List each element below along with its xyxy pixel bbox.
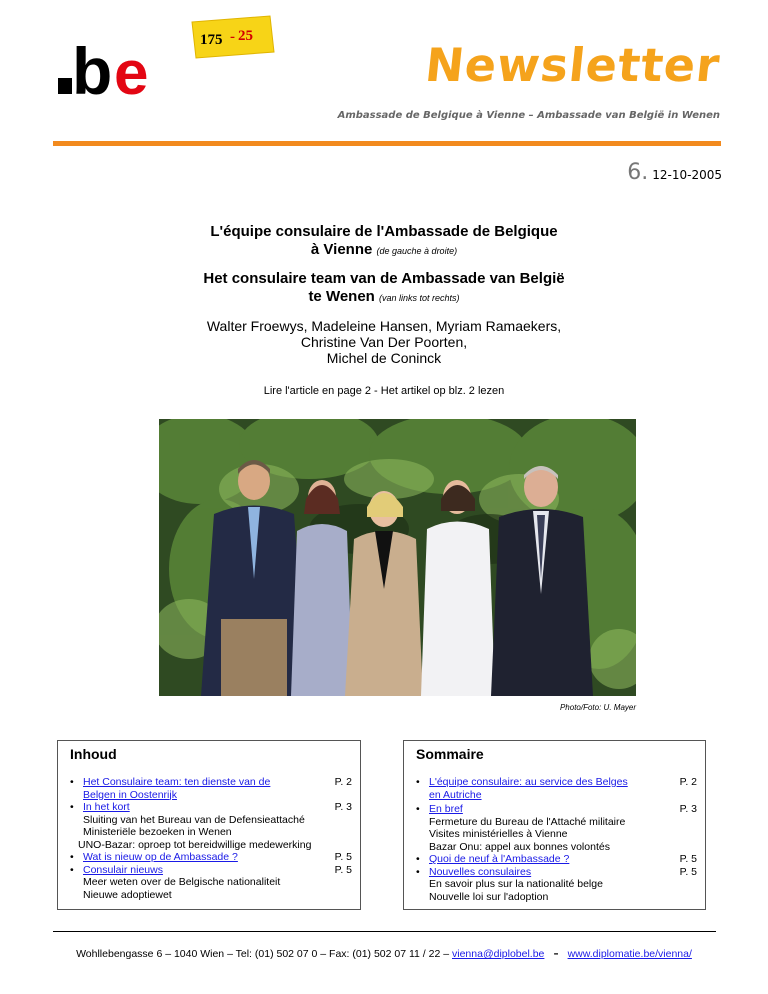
issue-date: 12-10-2005 (652, 168, 722, 182)
sommaire-title: Sommaire (416, 746, 484, 762)
badge-dash: - (230, 29, 235, 45)
names-line2: Christine Van Der Poorten, (300, 334, 468, 350)
sub-item: Bazar Onu: appel aux bonnes volontés (429, 840, 610, 853)
team-photo (159, 419, 636, 696)
headline-fr-line1: L'équipe consulaire de l'Ambassade de Belgique (210, 223, 558, 240)
list-item (416, 776, 697, 801)
header-rule (53, 141, 721, 146)
footer-separator: - (553, 945, 559, 962)
page-ref: P. 2 (334, 776, 352, 788)
sub-item: Ministeriële bezoeken in Wenen (83, 826, 232, 838)
inhoud-link-consulair-nieuws[interactable]: Consulair nieuws (83, 863, 163, 876)
footer-website-link[interactable]: www.diplomatie.be/vienna/ (567, 948, 692, 960)
sub-item: Fermeture du Bureau de l'Attaché militaire (429, 815, 626, 828)
sommaire-list (416, 776, 697, 903)
page-ref: P. 2 (679, 776, 697, 788)
inhoud-list (70, 776, 352, 901)
read-more-note: Lire l'article en page 2 - Het artikel op blz. 2 lezen (263, 385, 505, 397)
page-ref: P. 5 (334, 863, 352, 876)
headline-fr (0, 223, 768, 260)
bullet-icon: • (70, 776, 74, 788)
footer-rule (53, 931, 716, 932)
sub-item: Sluiting van het Bureau van de Defensieattaché (83, 813, 305, 826)
sub-item: Visites ministérielles à Vienne (429, 828, 568, 840)
names-line1: Walter Froewys, Madeleine Hansen, Myriam Ramaekers, (206, 318, 562, 334)
footer-address: Wohllebengasse 6 – 1040 Wien – Tel: (01) 502 07 0 – Fax: (01) 502 07 11 / 22 – (76, 948, 450, 960)
list-item (416, 803, 697, 816)
bullet-icon: • (416, 865, 420, 878)
headline-nl (0, 270, 768, 307)
bullet-icon: • (70, 801, 74, 813)
page-ref: P. 5 (679, 853, 697, 865)
team-names (0, 318, 768, 366)
sub-item: Meer weten over de Belgische nationaliteit (83, 876, 281, 888)
footer (0, 945, 768, 963)
bullet-icon: • (416, 803, 420, 815)
sommaire-link-nouvelles-consulaires[interactable]: Nouvelles consulaires (429, 865, 532, 878)
headline-nl-line1: Het consulaire team van de Ambassade van België (203, 270, 565, 287)
newsletter-subtitle: Ambassade de Belgique à Vienne – Ambassade van België in Wenen (337, 110, 720, 121)
sommaire-box (403, 740, 706, 910)
inhoud-box (57, 740, 361, 910)
bullet-icon: • (416, 853, 420, 865)
sub-item: Nieuwe adoptiewet (83, 888, 172, 901)
list-item (416, 853, 697, 866)
photo-credit: Photo/Foto: U. Mayer (559, 703, 636, 712)
names-line3: Michel de Coninck (326, 350, 442, 366)
anniversary-badge (186, 14, 278, 60)
footer-email-link[interactable]: vienna@diplobel.be (452, 948, 545, 960)
list-item (416, 866, 697, 879)
issue-number: 6. (627, 160, 649, 185)
svg-text:e: e (114, 39, 146, 100)
newsletter-title: Newsletter (422, 38, 723, 92)
be-logo (56, 26, 160, 100)
page-ref: P. 3 (679, 803, 697, 815)
bullet-icon: • (70, 863, 74, 876)
sommaire-link-equipe-consulaire[interactable]: L'équipe consulaire: au service des Belges en Autriche (429, 776, 628, 801)
headline-nl-note: (van links tot rechts) (379, 293, 460, 303)
sub-item: Nouvelle loi sur l'adoption (429, 890, 549, 903)
issue-info (560, 160, 722, 185)
list-item (70, 776, 352, 801)
headline-fr-note: (de gauche à droite) (376, 246, 458, 256)
list-item (70, 864, 352, 877)
inhoud-link-consular-team[interactable]: Het Consulaire team: ten dienste van de Belgen in Oostenrijk (83, 776, 271, 801)
bullet-icon: • (416, 776, 420, 788)
sommaire-link-en-bref[interactable]: En bref (429, 803, 463, 815)
inhoud-title: Inhoud (70, 746, 117, 762)
sub-item: UNO-Bazar: oproep tot bereidwillige medewerking (78, 838, 312, 851)
svg-text:b: b (72, 34, 110, 100)
page-ref: P. 3 (334, 801, 352, 813)
list-item (70, 851, 352, 864)
badge-left-number: 175 (200, 32, 223, 48)
sub-item: En savoir plus sur la nationalité belge (429, 878, 603, 890)
headline-nl-line2: te Wenen (308, 288, 375, 305)
bullet-icon: • (70, 851, 74, 863)
inhoud-link-wat-is-nieuw[interactable]: Wat is nieuw op de Ambassade ? (83, 851, 238, 863)
inhoud-link-in-het-kort[interactable]: In het kort (83, 801, 130, 813)
sommaire-link-quoi-de-neuf[interactable]: Quoi de neuf à l'Ambassade ? (429, 853, 570, 865)
page-ref: P. 5 (679, 865, 697, 878)
page-ref: P. 5 (334, 851, 352, 863)
headline-fr-line2: à Vienne (310, 241, 373, 258)
badge-right-number: 25 (238, 28, 253, 44)
list-item (70, 801, 352, 814)
